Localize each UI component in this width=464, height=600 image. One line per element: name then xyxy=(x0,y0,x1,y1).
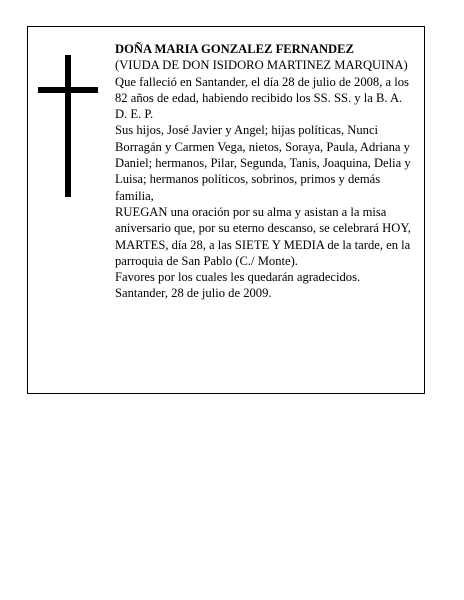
rip-line: D. E. P. xyxy=(115,107,154,122)
obituary-notice xyxy=(27,26,425,394)
mass-request: RUEGAN una oración por su alma y asistan a la misa aniversario que, por su eterno descanso, se celebrará HOY, MARTES, día 28, a las SIETE Y MEDIA de la tarde, en la parroquia de San Pablo (C./ Monte). xyxy=(115,204,411,268)
cross-icon xyxy=(38,55,98,197)
cross-vertical-bar xyxy=(65,55,71,197)
notice-text xyxy=(115,41,420,302)
thanks-line: Favores por los cuales les quedarán agradecidos. xyxy=(115,270,361,285)
place-date: Santander, 28 de julio de 2009. xyxy=(115,286,272,301)
cross-horizontal-bar xyxy=(38,87,98,93)
death-info: Que falleció en Santander, el día 28 de julio de 2008, a los 82 años de edad, habiendo recibido los SS. SS. y la B. A. xyxy=(115,74,409,105)
deceased-name: DOÑA MARIA GONZALEZ FERNANDEZ xyxy=(115,42,354,56)
family-list: Sus hijos, José Javier y Angel; hijas políticas, Nunci Borragán y Carmen Vega, nietos, Soraya, Paula, Adriana y Daniel; hermanos, Pilar, Segunda, Tanis, Joaquina, Delia y Luisa; hermanos políticos, sobrinos, primos y demás familia, xyxy=(115,123,411,203)
widow-line: (VIUDA DE DON ISIDORO MARTINEZ MARQUINA) xyxy=(115,58,408,73)
